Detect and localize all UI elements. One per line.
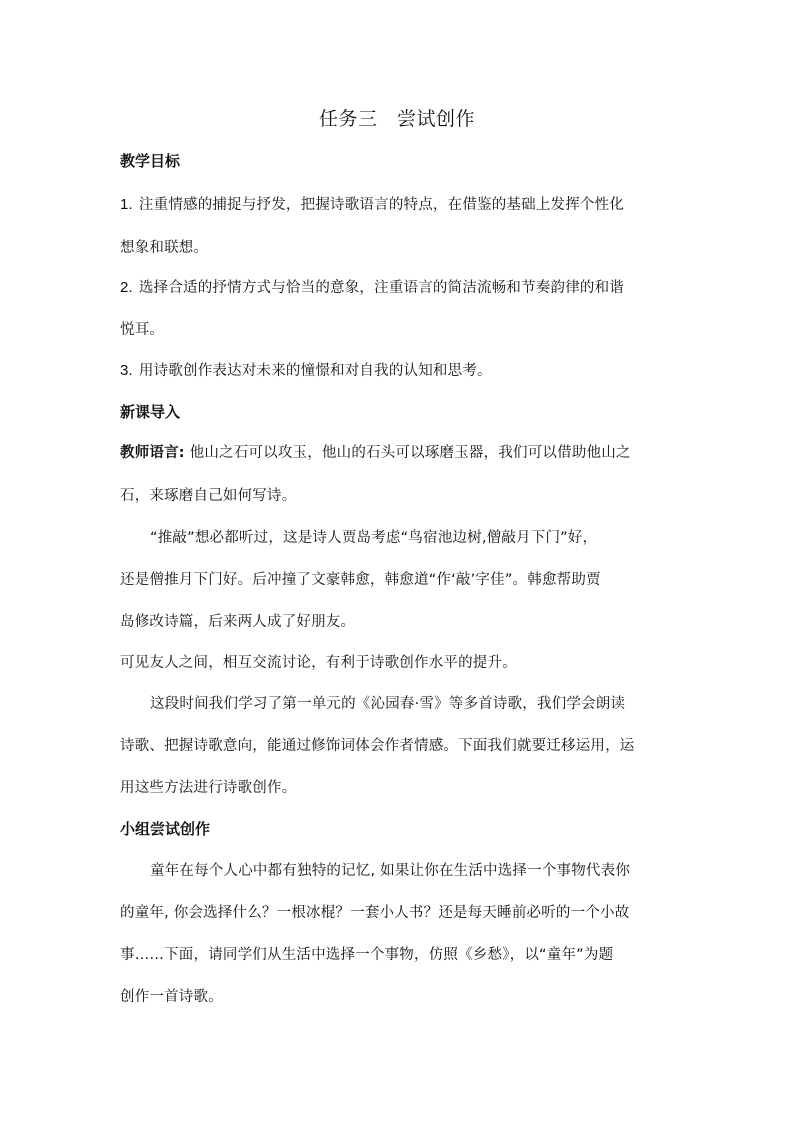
group-line-1: 童年在每个人心中都有独特的记忆, 如果让你在生活中选择一个事物代表你 [150,863,631,879]
goal-text: 选择合适的抒情方式与恰当的意象，注重语言的简洁流畅和节奏韵律的和谐 [138,280,625,296]
goal-number: 1. [120,196,133,213]
intro-line-2: 石，来琢磨自己如何写诗。 [120,488,297,504]
group-line-4: 创作一首诗歌。 [120,989,223,1005]
goal-text: 注重情感的捕捉与抒发，把握诗歌语言的特点，在借鉴的基础上发挥个性化 [138,197,625,213]
intro-line-3: “推敲”想必都听过，这是诗人贾岛考虑“鸟宿池边树,僧敲月下门”好， [150,530,598,546]
group-line-2: 的童年, 你会选择什么？一根冰棍？一套小人书？还是每天睡前必听的一个小故 [120,905,630,921]
intro-text: 他山之石可以攻玉，他山的石头可以琢磨玉器，我们可以借助他山之 [184,445,631,461]
page-title: 任务三 尝试创作 [318,108,475,130]
intro-line-4: 还是僧推月下门好。后冲撞了文豪韩愈，韩愈道“作‘敲’字佳”。韩愈帮助贾 [120,572,601,588]
goal-text: 用诗歌创作表达对未来的憧憬和对自我的认知和思考。 [138,363,492,379]
teacher-label: 教师语言: [120,445,185,461]
group-line-3: 事……下面，请同学们从生活中选择一个事物，仿照《乡愁》，以“童年”为题 [120,947,614,963]
intro-line-1 [120,441,680,462]
section-heading-goals: 教学目标 [120,152,181,170]
goal-number: 3. [120,362,133,379]
section-heading-group: 小组尝试创作 [120,820,211,838]
goal-item-3 [120,359,680,380]
intro-line-7: 这段时间我们学习了第一单元的《沁园春·雪》等多首诗歌，我们学会朗读 [150,696,626,712]
goal-number: 2. [120,279,133,296]
goal-item-1-cont: 想象和联想。 [120,240,209,256]
section-heading-intro: 新课导入 [120,403,181,421]
goal-item-2 [120,276,680,297]
intro-line-6: 可见友人之间，相互交流讨论，有利于诗歌创作水平的提升。 [120,655,517,671]
intro-line-5: 岛修改诗篇，后来两人成了好朋友。 [120,614,356,630]
goal-item-1 [120,193,680,214]
intro-line-9: 用这些方法进行诗歌创作。 [120,780,297,796]
intro-line-8: 诗歌、把握诗歌意向，能通过修饰词体会作者情感。下面我们就要迁移运用，运 [120,738,635,754]
goal-item-2-cont: 悦耳。 [120,322,165,338]
